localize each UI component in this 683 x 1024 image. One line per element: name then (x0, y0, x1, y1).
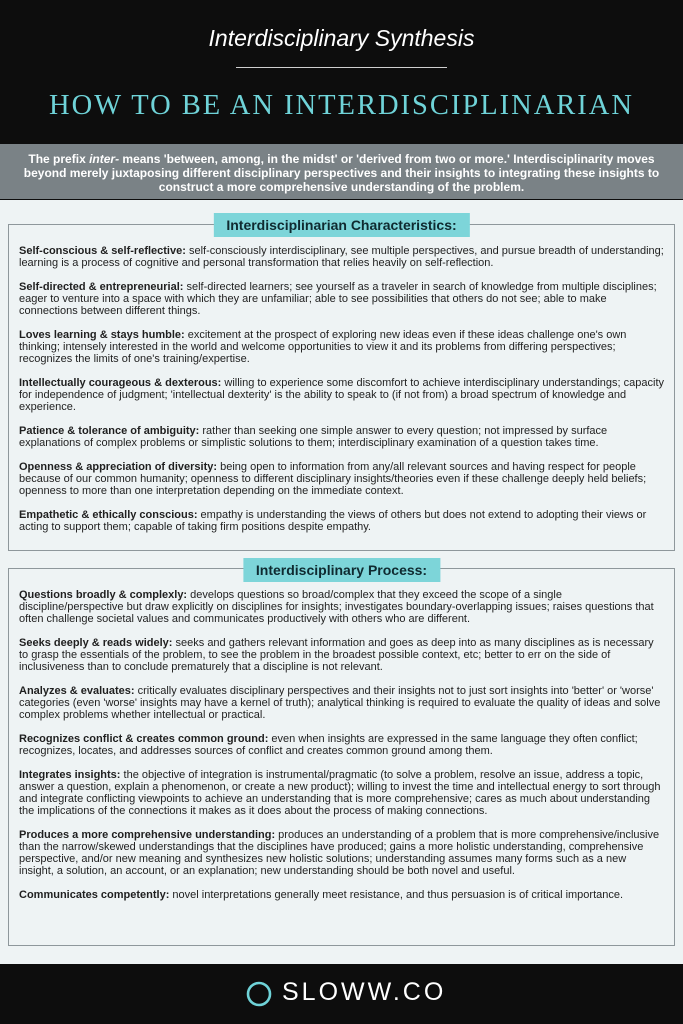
process-list (19, 589, 664, 913)
item-text: self-consciously interdisciplinary, see multiple perspectives, and pursue breadth of understanding; learning is a process of cognitive and personal transformation that relies heavily on self-reflection. (19, 245, 664, 269)
item-term: Questions broadly & complexly: (19, 589, 188, 601)
item-text: the objective of integration is instrumental/pragmatic (to solve a problem, resolve an issue, address a topic, answer a question, explain a phenomenon, or create a new product); willing to invest the time and intellectual energy to sort through and integrate conflicting viewpoints to achieve an understanding that is more comprehensive; cares as much about understanding the implications of the connections it makes as it does about the process of making connections. (19, 769, 661, 817)
item-term: Self-directed & entrepreneurial: (19, 281, 184, 293)
header-divider (236, 67, 447, 68)
item-term: Intellectually courageous & dexterous: (19, 377, 222, 389)
characteristics-heading: Interdisciplinarian Characteristics: (213, 213, 469, 237)
item-text: excitement at the prospect of exploring new ideas even if these ideas challenge one's own thinking; intensely interested in the world and welcome opportunities to view it and its problems from differing perspectives; recognizes the limits of one's training/expertise. (19, 329, 627, 365)
item-term: Empathetic & ethically conscious: (19, 509, 198, 521)
item-term: Seeks deeply & reads widely: (19, 637, 173, 649)
item-text: critically evaluates disciplinary perspectives and their insights not to just sort insights into 'better' or 'worse' categories (even 'worse' insights may have a kernel of truth); analytical thinking is required to evaluate the quality of ideas and solve complex problems whether intellectual or practical. (19, 685, 661, 721)
list-item (19, 589, 664, 625)
item-term: Integrates insights: (19, 769, 121, 781)
list-item (19, 889, 664, 901)
intro-emphasis: inter- (89, 152, 120, 166)
item-text: even when insights are expressed in the same language they often conflict; recognizes, locates, and addresses sources of conflict and creates common ground among them. (19, 733, 638, 757)
item-text: rather than seeking one simple answer to every question; not impressed by surface explanations of complex problems or simplistic solutions to them; interdisciplinary examination of a question takes time. (19, 425, 608, 449)
list-item (19, 281, 664, 317)
list-item (19, 733, 664, 757)
footer (0, 964, 683, 1024)
header (0, 0, 683, 142)
page-subtitle: Interdisciplinary Synthesis (208, 25, 475, 51)
item-term: Recognizes conflict & creates common ground: (19, 733, 269, 745)
list-item (19, 329, 664, 365)
list-item (19, 637, 664, 673)
item-text: being open to information from any/all relevant sources and having respect for people because of our common humanity; openness to different disciplinary insights/theories even if these challenge deeply held beliefs; openness to more than one interpretation depending on the immediate context. (19, 461, 647, 497)
list-item (19, 461, 664, 497)
item-text: produces an understanding of a problem that is more comprehensive/inclusive than the narrow/skewed understandings that the disciplines have produced; gains a more holistic understanding, comprehensive perspective, and/or new meaning and synthesizes new holistic solutions; understanding assumes many forms such as a new insight, a solution, an account, or an explanation; new understanding should be both novel and useful. (19, 829, 660, 877)
item-text: novel interpretations generally meet resistance, and thus persuasion is of critical importance. (169, 889, 624, 901)
item-text: seeks and gathers relevant information and goes as deep into as many disciplines as is necessary to grasp the essentials of the problem, to see the problem in the broadest possible context, etc; better to err on the side of inclusiveness than to conclude prematurely that a discipline is not relevant. (19, 637, 654, 673)
characteristics-list (19, 245, 664, 545)
list-item (19, 829, 664, 877)
item-text: self-directed learners; see yourself as a traveler in search of knowledge from multiple disciplines; eager to venture into a space with which they are unfamiliar; able to see possibilities that others do not see; able to make connections between different things. (19, 281, 657, 317)
item-term: Communicates competently: (19, 889, 170, 901)
list-item (19, 425, 664, 449)
item-text: willing to experience some discomfort to achieve interdisciplinary understandings; capacity for independence of judgment; 'intellectual dexterity' is the ability to speak to (if not from) a broad spectrum of knowledge and experience. (19, 377, 665, 413)
list-item (19, 769, 664, 817)
list-item (19, 509, 664, 533)
item-text: develops questions so broad/complex that they exceed the scope of a single discipline/perspective but draw explicitly on disciplines for insights; investigates boundary-overlapping issues; raises questions that often challenge societal values and communicates productively with others who are different. (19, 589, 654, 625)
item-text: empathy is understanding the views of others but does not extend to adopting their views or acting to support them; capable of taking firm positions despite empathy. (19, 509, 647, 533)
item-term: Analyzes & evaluates: (19, 685, 135, 697)
brand-name[interactable]: SLOWW.CO (282, 978, 447, 1006)
list-item (19, 245, 664, 269)
list-item (19, 685, 664, 721)
intro-banner (0, 144, 683, 199)
item-term: Patience & tolerance of ambiguity: (19, 425, 200, 437)
item-term: Openness & appreciation of diversity: (19, 461, 218, 473)
intro-lead: The prefix (28, 152, 90, 166)
item-term: Produces a more comprehensive understanding: (19, 829, 276, 841)
page-title: HOW TO BE AN INTERDISCIPLINARIAN (49, 90, 634, 121)
intro-rest: means 'between, among, in the midst' or 'derived from two or more.' Interdisciplinarity moves beyond merely juxtaposing different disciplinary perspectives and their insights to integrating these insights to construct a more comprehensive understanding of the problem. (23, 152, 660, 194)
item-term: Self-conscious & self-reflective: (19, 245, 186, 257)
content-area (0, 200, 683, 964)
item-term: Loves learning & stays humble: (19, 329, 185, 341)
process-heading: Interdisciplinary Process: (243, 558, 440, 582)
list-item (19, 377, 664, 413)
ring-logo-icon (245, 980, 273, 1008)
